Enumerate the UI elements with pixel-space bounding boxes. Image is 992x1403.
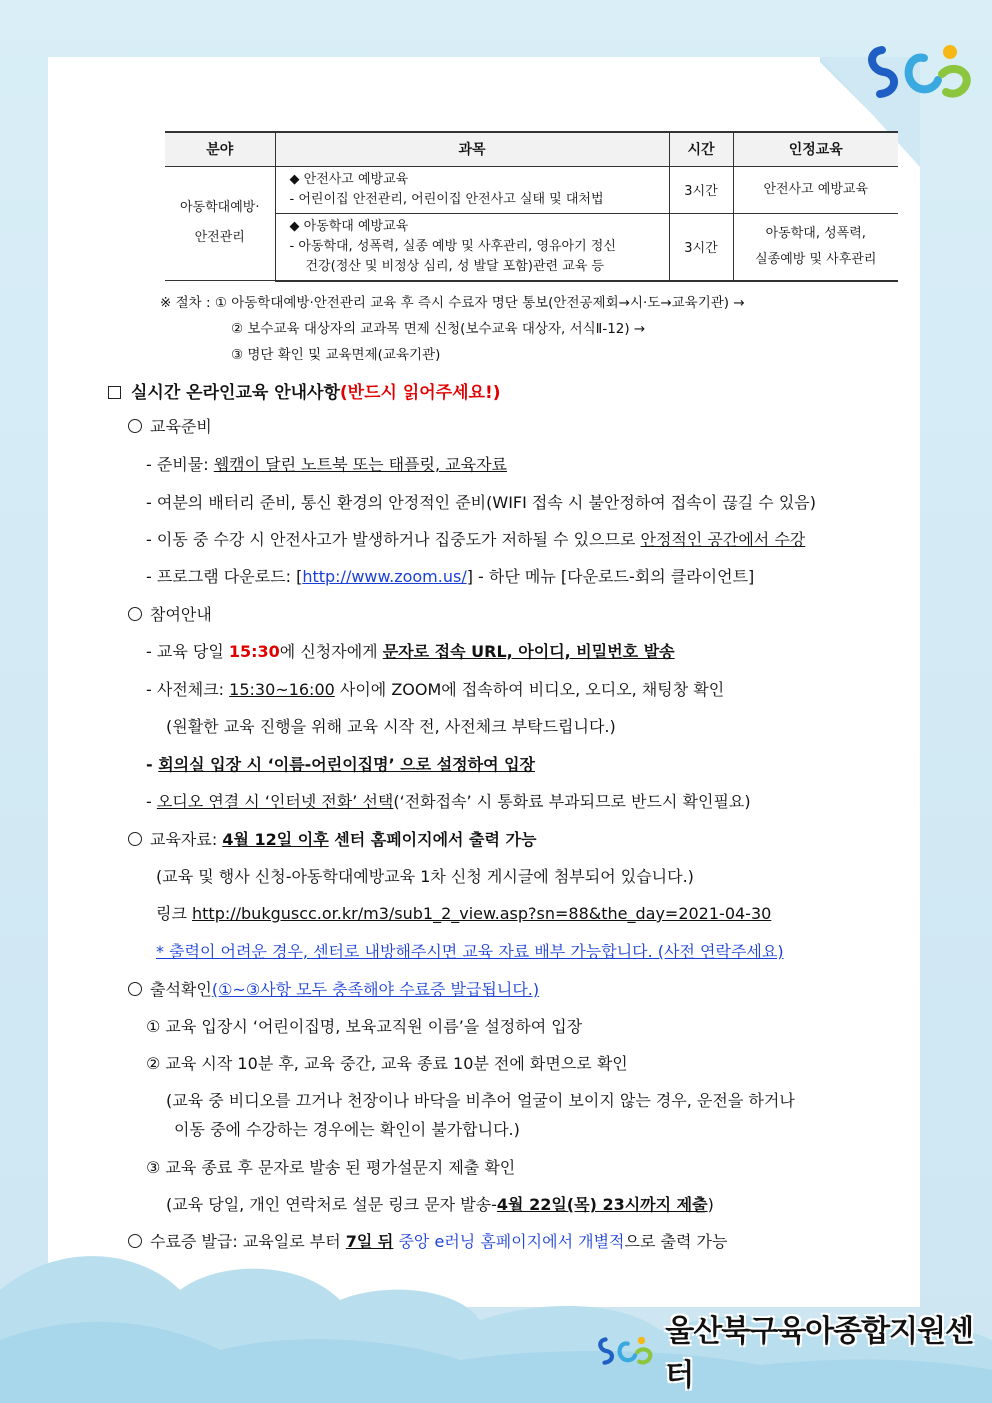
center-logo-icon xyxy=(862,30,980,110)
circle-bullet-icon xyxy=(128,607,142,621)
participate-heading: 참여안내 xyxy=(128,602,212,625)
material-notice: * 출력이 어려운 경우, 센터로 내방해주시면 교육 자료 배부 가능합니다. (사전 연락주세요) xyxy=(156,942,784,961)
attendance-item: ② 교육 시작 10분 후, 교육 중간, 교육 종료 10분 전에 화면으로 확인 xyxy=(146,1054,628,1073)
material-link[interactable]: http://bukguscc.or.kr/m3/sub1_2_view.asp?sn=88&the_day=2021-04-30 xyxy=(192,904,772,923)
certificate-line: 수료증 발급: 교육일로 부터 7일 뒤 중앙 e러닝 홈페이지에서 개별적으로 출력 가능 xyxy=(128,1229,727,1252)
participate-line: - 교육 당일 15:30에 신청자에게 문자로 접속 URL, 아이디, 비밀번호 발송 xyxy=(146,642,675,661)
circle-bullet-icon xyxy=(128,419,142,433)
material-note: (교육 및 행사 신청-아동학대예방교육 1차 신청 게시글에 첨부되어 있습니다.) xyxy=(156,867,694,886)
attendance-item: ① 교육 입장시 ‘어린이집명, 보육교직원 이름’을 설정하여 입장 xyxy=(146,1017,583,1036)
attendance-note: 이동 중에 수강하는 경우에는 확인이 불가합니다.) xyxy=(174,1120,520,1139)
section-title: 실시간 온라인교육 안내사항(반드시 읽어주세요!) xyxy=(108,378,501,403)
prep-line: - 여분의 배터리 준비, 통신 환경의 안정적인 준비(WIFI 접속 시 불안정하여 접속이 끊길 수 있음) xyxy=(146,493,816,512)
prep-line: - 프로그램 다운로드: [http://www.zoom.us/] - 하단 메뉴 [다운로드-회의 클라이언트] xyxy=(146,567,755,586)
participate-line: - 오디오 연결 시 ‘인터넷 전화’ 선택(‘전화접속’ 시 통화료 부과되므로 반드시 확인필요) xyxy=(146,792,751,811)
prep-line: - 이동 중 수강 시 안전사고가 발생하거나 집중도가 저하될 수 있으므로 안정적인 공간에서 수강 xyxy=(146,530,806,549)
attendance-heading: 출석확인(①~③사항 모두 충족해야 수료증 발급됩니다.) xyxy=(128,977,539,1000)
cert-cell: 안전사고 예방교육 xyxy=(733,166,898,213)
participate-note: (원활한 교육 진행을 위해 교육 시작 전, 사전체크 부탁드립니다.) xyxy=(166,717,616,736)
circle-bullet-icon xyxy=(128,832,142,846)
table-row xyxy=(165,166,898,213)
participate-line: - 사전체크: 15:30~16:00 사이에 ZOOM에 접속하여 비디오, 오디오, 채팅창 확인 xyxy=(146,680,725,699)
table-row xyxy=(165,213,898,281)
circle-bullet-icon xyxy=(128,982,142,996)
prep-line: - 준비물: 웹캠이 달린 노트북 또는 태플릿, 교육자료 xyxy=(146,455,507,474)
subject-cell: ◆ 안전사고 예방교육 - 어린이집 안전관리, 어린이집 안전사고 실태 및 대처법 xyxy=(275,166,669,213)
checkbox-square-icon xyxy=(108,386,121,399)
attendance-note: (교육 중 비디오를 끄거나 천장이나 바닥을 비추어 얼굴이 보이지 않는 경우, 운전을 하거나 xyxy=(166,1091,795,1110)
table-header: 인정교육 xyxy=(733,132,898,166)
attendance-item: ③ 교육 종료 후 문자로 발송 된 평가설문지 제출 확인 xyxy=(146,1158,516,1177)
material-link-line: 링크 http://bukguscc.or.kr/m3/sub1_2_view.asp?sn=88&the_day=2021-04-30 xyxy=(156,904,772,923)
table-header: 시간 xyxy=(669,132,733,166)
footer-brand xyxy=(595,1314,992,1393)
cert-cell: 아동학대, 성폭력, 실종예방 및 사후관리 xyxy=(733,213,898,281)
brand-logo-icon xyxy=(595,1322,657,1378)
zoom-link[interactable]: http://www.zoom.us/ xyxy=(302,567,467,586)
procedure-note: ※ 절차 : ① 아동학대예방·안전관리 교육 후 즉시 수료자 명단 통보(안전공제회→시·도→교육기관) → ② 보수교육 대상자의 교과목 면제 신청(보수교육 대상자, 서식Ⅱ-12) → ③ 명단 확인 및 교육면제(교육기관) xyxy=(160,295,745,363)
prep-heading: 교육준비 xyxy=(128,414,212,437)
participate-line: - 회의실 입장 시 ‘이름-어린이집명’ 으로 설정하여 입장 xyxy=(146,755,536,774)
material-heading: 교육자료: 4월 12일 이후 센터 홈페이지에서 출력 가능 xyxy=(128,827,536,850)
education-table xyxy=(165,131,898,282)
subject-cell: ◆ 아동학대 예방교육 - 아동학대, 성폭력, 실종 예방 및 사후관리, 영유아기 정신 건강(정산 및 비정상 심리, 성 발달 포함)관련 교육 등 xyxy=(275,213,669,281)
attendance-note: (교육 당일, 개인 연락처로 설문 링크 문자 발송-4월 22일(목) 23시까지 제출) xyxy=(166,1195,714,1214)
brand-name: 울산북구육아종합지원센터 xyxy=(665,1314,974,1393)
category-cell: 아동학대예방· 안전관리 xyxy=(165,166,275,281)
time-cell: 3시간 xyxy=(669,213,733,281)
table-header: 분야 xyxy=(165,132,275,166)
table-header: 과목 xyxy=(275,132,669,166)
time-cell: 3시간 xyxy=(669,166,733,213)
